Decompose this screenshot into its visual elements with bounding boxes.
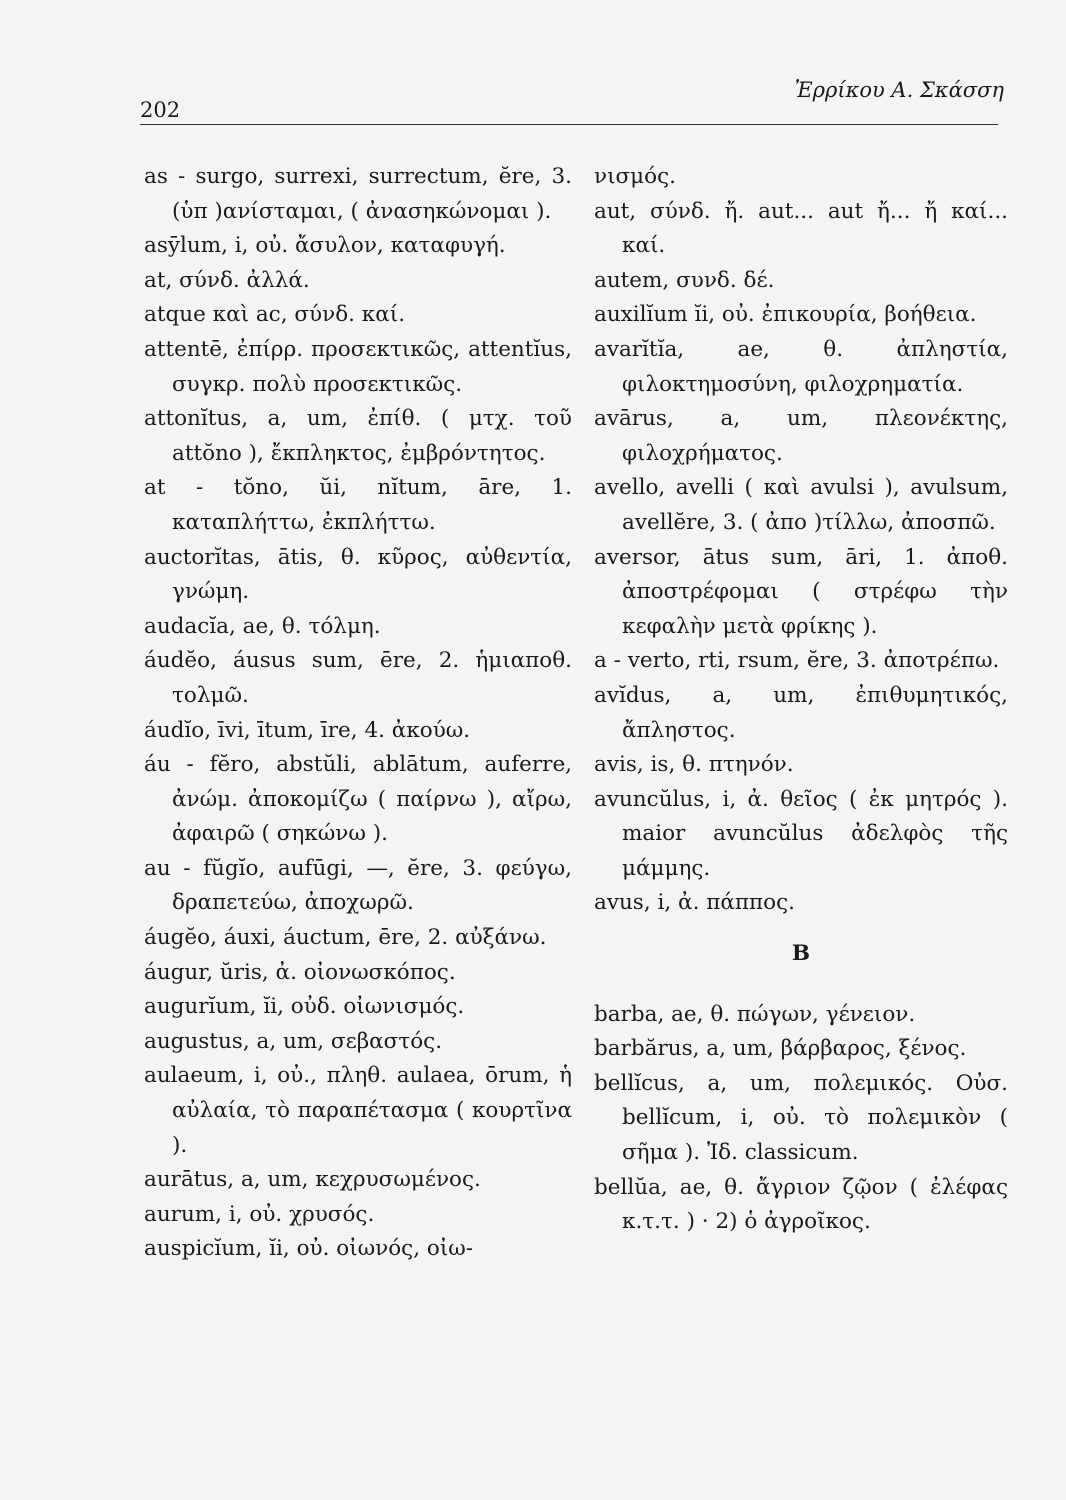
dictionary-entry: νισμός.	[594, 164, 676, 189]
dictionary-entry: áu - fĕro, abstŭli, ablātum, auferre, ἀνώμ. ἀποκομίζω ( παίρνω ), αἴρω, ἀφαιρῶ ( σηκώνω ).	[144, 752, 572, 847]
dictionary-entry: bellĭcus, a, um, πολεμικός. Οὐσ. bellĭcum, i, οὐ. τὸ πολεμικὸν ( σῆμα ). Ἰδ. classicum.	[594, 1070, 1008, 1166]
dictionary-entry: at, σύνδ. ἀλλά.	[144, 267, 310, 293]
running-title: Ἐρρίκου Α. Σκάσση	[794, 78, 1004, 102]
dictionary-entry: auspicĭum, ĭi, οὐ. οἰωνός, οἰω-	[144, 1236, 474, 1262]
dictionary-entry: bellŭa, ae, θ. ἄγριον ζῷον ( ἐλέφας κ.τ.τ. ) · 2) ὁ ἀγροῖκος.	[594, 1174, 1008, 1235]
dictionary-entry: as - surgo, surrexi, surrectum, ĕre, 3. (ὑπ )ανίσταμαι, ( ἀνασηκώνομαι ).	[144, 164, 572, 224]
page-number: 202	[140, 98, 181, 122]
dictionary-entry: áudĕo, áusus sum, ēre, 2. ἡμιαποθ. τολμῶ.	[144, 648, 572, 708]
dictionary-entry: avello, avelli ( καὶ avulsi ), avulsum, avellĕre, 3. ( ἀπο )τίλλω, ἀποσπῶ.	[594, 475, 1008, 535]
dictionary-entry: audacĭa, ae, θ. τόλμη.	[144, 613, 381, 639]
dictionary-entry: augustus, a, um, σεβαστός.	[144, 1028, 443, 1054]
section-letter: B	[791, 941, 811, 967]
dictionary-entry: atque καὶ ac, σύνδ. καί.	[144, 302, 406, 328]
left-column	[144, 160, 572, 1267]
right-column	[594, 160, 1008, 1240]
dictionary-entry: áugĕo, áuxi, áuctum, ēre, 2. αὐξάνω.	[144, 925, 547, 951]
dictionary-entry: auctorĭtas, ātis, θ. κῦρος, αὐθεντία, γνώμη.	[144, 544, 572, 605]
dictionary-entry: barbărus, a, um, βάρβαρος, ξένος.	[594, 1036, 967, 1062]
dictionary-entry: a - verto, rti, rsum, ĕre, 3. ἀποτρέπω.	[594, 648, 1000, 674]
dictionary-entry: aurum, i, οὐ. χρυσός.	[144, 1201, 375, 1227]
dictionary-entry: avuncŭlus, i, ἀ. θεῖος ( ἐκ μητρός ). maior avuncŭlus ἀδελφὸς τῆς μάμμης.	[594, 786, 1008, 881]
dictionary-entry: attonĭtus, a, um, ἐπίθ. ( μτχ. τοῦ attŏno ), ἔκπληκτος, ἐμβρόντητος.	[144, 406, 572, 466]
dictionary-entry: au - fŭgĭo, aufūgi, —, ĕre, 3. φεύγω, δραπετεύω, ἀποχωρῶ.	[144, 855, 572, 916]
dictionary-entry: aulaeum, i, οὐ., πληθ. aulaea, ōrum, ἡ αὐλαία, τὸ παραπέτασμα ( κουρτῖνα ).	[144, 1063, 572, 1158]
dictionary-entry: aversor, ātus sum, āri, 1. ἀποθ. ἀποστρέφομαι ( στρέφω τὴν κεφαλὴν μετὰ φρίκης ).	[594, 544, 1008, 639]
dictionary-entry: avus, i, ἀ. πάππος.	[594, 890, 795, 916]
dictionary-entry: áugur, ŭris, ἀ. οἰονωσκόπος.	[144, 959, 456, 985]
header-rule	[140, 124, 998, 125]
dictionary-entry: avarĭtĭa, ae, θ. ἀπληστία, φιλοκτημοσύνη, φιλοχρηματία.	[594, 336, 1008, 397]
dictionary-entry: aurātus, a, um, κεχρυσωμένος.	[144, 1167, 481, 1193]
dictionary-entry: augurĭum, ĭi, οὐδ. οἰωνισμός.	[144, 994, 465, 1020]
dictionary-entry: barba, ae, θ. πώγων, γένειον.	[594, 1001, 916, 1027]
dictionary-entry: at - tŏno, ŭi, nĭtum, āre, 1. καταπλήττω, ἐκπλήττω.	[144, 475, 572, 535]
dictionary-entry: attentē, ἐπίρρ. προσεκτικῶς, attentĭus, συγκρ. πολὺ προσεκτικῶς.	[144, 336, 572, 397]
dictionary-entry: avis, is, θ. πτηνόν.	[594, 752, 794, 778]
dictionary-entry: autem, συνδ. δέ.	[594, 267, 775, 293]
dictionary-entry: avārus, a, um, πλεονέκτης, φιλοχρήματος.	[594, 406, 1008, 466]
dictionary-entry: auxilĭum ĭi, οὐ. ἐπικουρία, βοήθεια.	[594, 302, 977, 328]
dictionary-entry: aut, σύνδ. ἤ. aut... aut ἤ... ἤ καί... καί.	[594, 198, 1008, 259]
dictionary-entry: avĭdus, a, um, ἐπιθυμητικός, ἄπληστος.	[594, 682, 1008, 743]
dictionary-entry: asȳlum, i, οὐ. ἄσυλον, καταφυγή.	[144, 233, 506, 259]
dictionary-entry: áudĭo, īvi, ītum, īre, 4. ἀκούω.	[144, 717, 471, 743]
